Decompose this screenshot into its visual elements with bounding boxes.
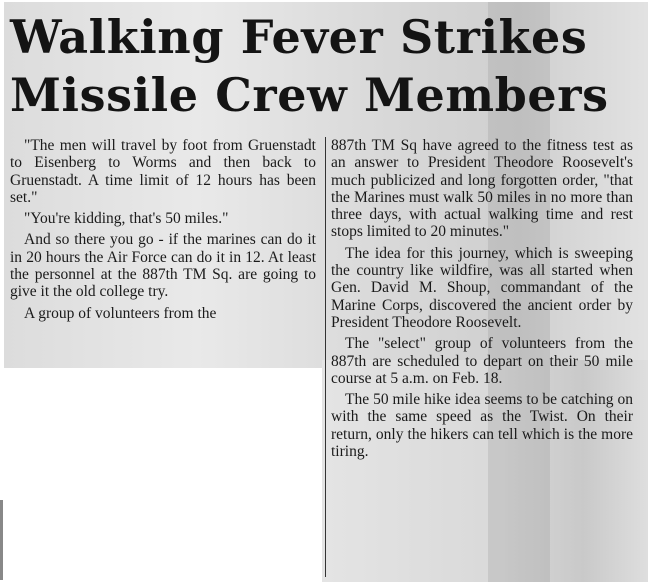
paragraph: "You're kidding, that's 50 miles." [24, 210, 229, 228]
column-divider [325, 137, 326, 577]
paragraph: The "select" group of volunteers from the 887th are scheduled to depart on their 50 mile course at 5 a.m. on Feb. 18. [331, 335, 633, 387]
headline-line-2: Missile Crew Members [10, 68, 609, 122]
paragraph: The idea for this journey, which is sweeping the country like wildfire, was all started when Gen. David M. Shoup, commandant of the Marine Corps, discovered the ancient order by President Theodore Roosevelt. [331, 244, 633, 331]
headline [10, 8, 644, 124]
paragraph: "The men will travel by foot from Gruenstadt to Eisenberg to Worms and then back to Gruenstadt. A time limit of 12 hours has been set." [10, 137, 316, 206]
paragraph: The 50 mile hike idea seems to be catching on with the same speed as the Twist. On their return, only the hikers can tell which is the more tiring. [331, 391, 633, 461]
scan-edge-mark [0, 500, 3, 580]
paragraph: And so there you go - if the marines can do it in 20 hours the Air Force can do it in 12. At least the personnel at the 887th TM Sq. are going to give it the old college try. [10, 231, 316, 301]
headline-line-1: Walking Fever Strikes [10, 10, 588, 64]
paragraph: 887th TM Sq have agreed to the fitness test as an answer to President Theodore Roosevelt's much publicized and long forgotten order, "that the Marines must walk 50 miles in no more than three days, with actual walking time and rest stops limited to 20 minutes." [331, 137, 633, 241]
paragraph: A group of volunteers from the [24, 304, 217, 322]
article-right-column [331, 137, 633, 464]
article-left-column [10, 137, 316, 326]
